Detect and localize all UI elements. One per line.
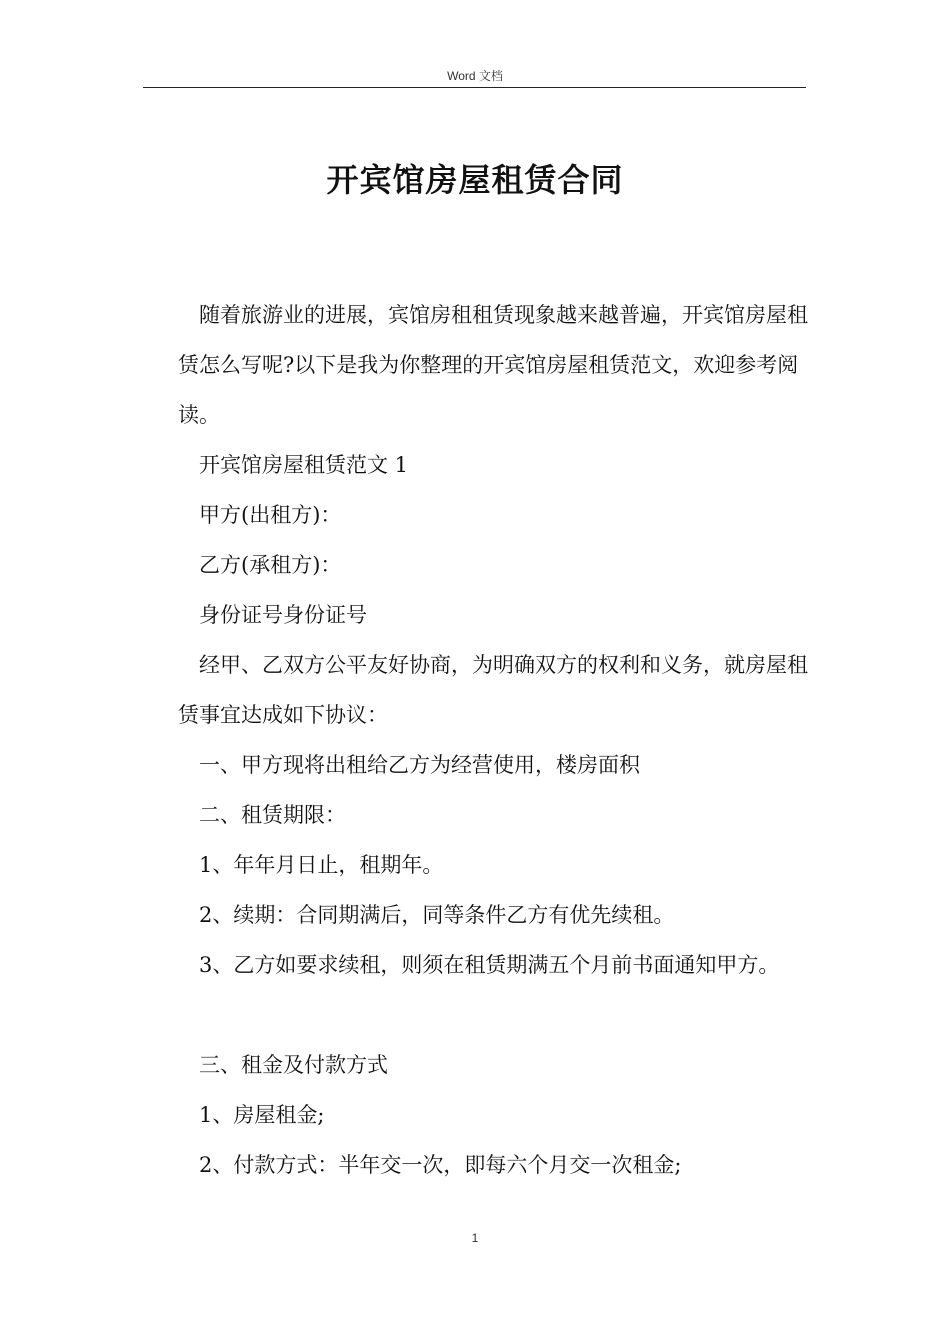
document-title: 开宾馆房屋租赁合同 [326,161,624,199]
paragraph-clause-2-item-2: 2、续期：合同期满后，同等条件乙方有优先续租。 [199,903,675,927]
paragraph-clause-3-item-1: 1、房屋租金; [199,1103,325,1127]
paragraph-clause-2-item-1: 1、年年月日止，租期年。 [199,853,444,877]
paragraph-agreement: 经甲、乙双方公平友好协商，为明确双方的权利和义务，就房屋租赁事宜达成如下协议： [178,653,808,727]
paragraph-clause-1: 一、甲方现将出租给乙方为经营使用，楼房面积 [199,753,640,777]
paragraph-clause-2: 二、租赁期限： [199,803,346,827]
header-divider [143,87,806,88]
paragraph-clause-2-item-3: 3、乙方如要求续租，则须在租赁期满五个月前书面通知甲方。 [199,953,780,977]
paragraph-sample-heading: 开宾馆房屋租赁范文 1 [199,453,409,477]
document-body [178,290,810,1190]
page-number: 1 [471,1231,479,1245]
paragraph-party-b: 乙方(承租方)： [199,553,342,577]
paragraph-id-numbers: 身份证号身份证号 [199,603,367,627]
paragraph-spacer [178,990,810,1040]
paragraph-party-a: 甲方(出租方)： [199,503,342,527]
paragraph-intro: 随着旅游业的进展，宾馆房租租赁现象越来越普遍，开宾馆房屋租赁怎么写呢?以下是我为你整理的开宾馆房屋租赁范文，欢迎参考阅读。 [178,303,808,427]
page-header-label: Word 文档 [447,69,503,83]
paragraph-clause-3-item-2: 2、付款方式：半年交一次，即每六个月交一次租金; [199,1153,682,1177]
paragraph-clause-3: 三、租金及付款方式 [199,1053,388,1077]
